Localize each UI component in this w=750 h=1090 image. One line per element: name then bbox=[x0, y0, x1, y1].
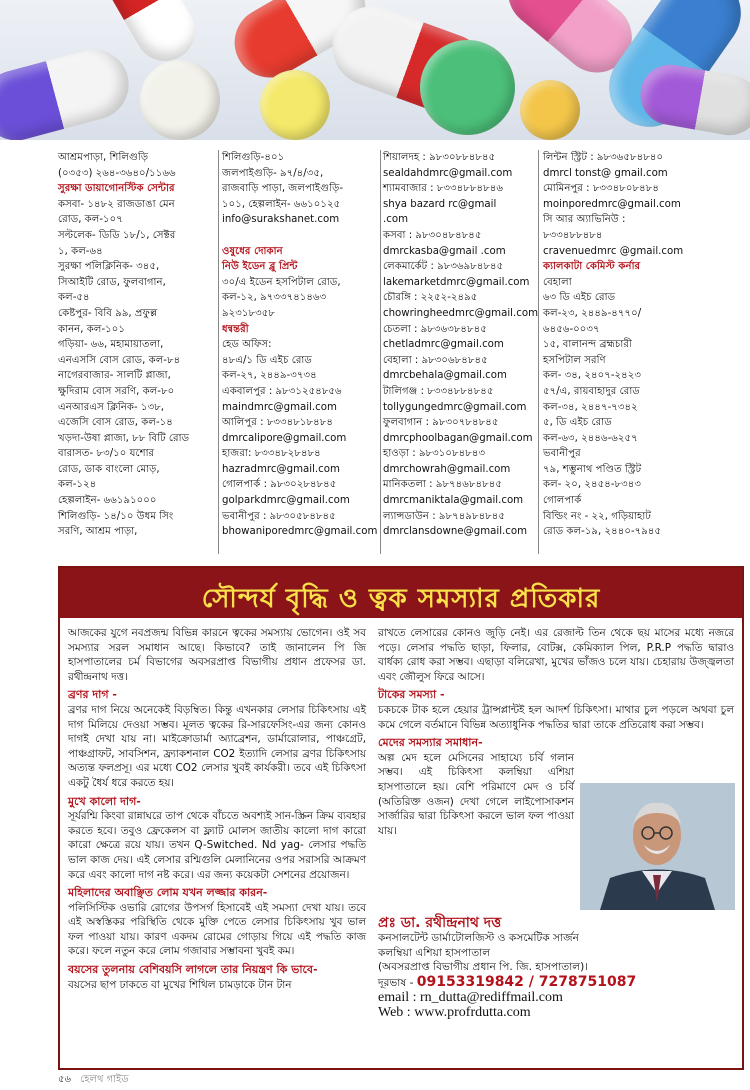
directory-line: রোড, কল-১০৭ bbox=[58, 214, 123, 226]
article-box bbox=[58, 566, 744, 1070]
directory-line: শিলিগুড়ি- ১৪/১০ উধম সিং bbox=[58, 510, 174, 522]
directory-line: dmrcbehala@gmail.com bbox=[383, 370, 507, 382]
magazine-name: হেলথ গাইড bbox=[80, 1074, 129, 1085]
directory-line: মোমিনপুর : ৮৩৩৪৮০৮৪৮৪ bbox=[543, 183, 659, 195]
directory-line: ৬৪৫৬-০০৩৭ bbox=[543, 323, 600, 335]
section-body: রাখতে লেসারের কোনও জুড়ি নেই। এর রেজাল্ট তিন থেকে ছয় মাসের মধ্যে নজরে পড়ে। লেসার পদ্ধতি ছাড়া, ফিলার, বোটক্স, কেমিক্যাল পিল, P.R.P পদ্ধতি দ্বারাও বার্ধক্য রোধ করা সম্ভব। এছাড়া বলিরেখা, মুখের ভাঁজও চলে যায়। চেহারায় উজ্জ্বলতা এবং জৌলুস ফিরে আসে। bbox=[378, 627, 734, 683]
directory-line: dmrcl tonst@ gmail.com bbox=[543, 167, 668, 179]
directory-line: ৬৩ ডি এইচ রোড bbox=[543, 292, 616, 304]
directory-line: সি আর অ্যাভিনিউ : bbox=[543, 214, 626, 226]
directory-line: ১, কল-৬৪ bbox=[58, 245, 103, 257]
section-title: বয়সের তুলনায় বেশিবয়সি লাগলে তার নিয়ন্ত্রণ কি ভাবে- bbox=[68, 963, 318, 977]
directory-heading: ক্যালকাটা কেমিস্ট কর্নার bbox=[543, 261, 641, 273]
directory-line: ফুলবাগান : ৯৮৩০৭৮৪৮৪৫ bbox=[383, 417, 499, 429]
section-title: মেদের সমস্যার সমাধান- bbox=[378, 736, 483, 750]
directory-line: আলিপুর : ৮৩৩৪৮১৮৪৮৪ bbox=[222, 417, 333, 429]
directory-line: সিআইটি রোড, ফুলবাগান, bbox=[58, 276, 166, 288]
directory-line: dmrclansdowne@gmail.com bbox=[383, 526, 528, 538]
directory-line: হেড অফিস: bbox=[222, 339, 272, 351]
directory-line: ৯২৩১৮৩৫৮ bbox=[222, 307, 275, 319]
directory-line: ৫৭/এ, রায়বাহাদুর রোড bbox=[543, 385, 640, 397]
article-headline-bar bbox=[60, 568, 742, 618]
directory-line: ৪৮এ/১ ডি এইচ রোড bbox=[222, 354, 312, 366]
directory-line: কেষ্টপুর- বিবি ৯৯, প্রফুল্ল bbox=[58, 307, 158, 319]
directory-line: হাওড়া : ৯৮৩১০৮৪৮৪৩ bbox=[383, 448, 486, 460]
directory-line: ৮৩৩৪৮৮৪৮৪ bbox=[543, 229, 603, 241]
directory-line: লেকমার্কেট : ৯৮৩৬৯৮৪৮৪৫ bbox=[383, 261, 504, 273]
directory-line: moinporedmrc@gmail.com bbox=[543, 198, 681, 210]
directory-line: চেতলা : ৯৮৩৬৩৮৪৮৪৫ bbox=[383, 323, 487, 335]
directory-line: কল- ২০, ২৪৫৪-৮৩৪৩ bbox=[543, 479, 641, 491]
directory-line: ৩০/এ ইডেন হসপিটাল রোড, bbox=[222, 276, 341, 288]
phone-label: দূরভাষ - bbox=[378, 977, 414, 990]
directory-line: হসপিটাল সরণি bbox=[543, 354, 606, 366]
section-body: বয়সের ছাপ ঢাকতে বা মুখের শিথিল চামড়াকে টান টান bbox=[68, 978, 292, 991]
directory-line: কল- ৩৪, ২৪০৭-২৪২৩ bbox=[543, 370, 641, 382]
directory-line: বেহালা : ৯৮৩০৬৮৪৮৪৫ bbox=[383, 354, 488, 366]
directory-line: কল-৬৩, ২৪৪৬-৬২৫৭ bbox=[543, 432, 638, 444]
directory-line: কল-৩৪, ২৪৪৭-৭৩৪২ bbox=[543, 401, 638, 413]
column-divider bbox=[218, 150, 219, 554]
directory-line: এনএসসি বোস রোড, কল-৮৪ bbox=[58, 354, 181, 366]
page-number: ৫৬ bbox=[58, 1074, 71, 1085]
directory-line: info@surakshanet.com bbox=[222, 214, 340, 226]
directory-line: শিয়ালদহ : ৯৮৩০৮৮৪৮৪৫ bbox=[383, 152, 496, 163]
directory-line: golparkdmrc@gmail.com bbox=[222, 495, 350, 507]
directory-line: কল-১২, ৯৭৩৩৭৪১৪৬৩ bbox=[222, 292, 327, 304]
directory-line: বারাসত- ৮৩/১০ যশোর bbox=[58, 448, 155, 460]
directory-line: হাজরা: ৮৩৩৪৮২৮৪৮৪ bbox=[222, 448, 321, 460]
directory-line: রাজবাড়ি পাড়া, জলপাইগুড়ি- bbox=[222, 183, 344, 195]
directory-line: chowringheedmrc@gmail.com bbox=[383, 307, 538, 319]
directory-heading: নিউ ইডেন ব্লু প্রিন্ট bbox=[222, 261, 298, 273]
intro-text: আজকের যুগে নবপ্রজন্ম বিভিন্ন কারনে ত্বকের সমস্যায় ভোগেন। ওই সব সমস্যার সরল সমাধান আছে। কিভাবে? তাই জানালেন পি জি হাসপাতালের চর্ম বিভাগের অবসরপ্রাপ্ত বিভাগীয় প্রধান প্রফেসর ডা. রথীন্দ্রনাথ দত্ত। bbox=[68, 627, 366, 683]
directory-line: dmrckasba@gmail .com bbox=[383, 245, 506, 257]
directory-line: cravenuedmrc @gmail.com bbox=[543, 245, 684, 257]
page-footer bbox=[58, 1072, 129, 1089]
directory-line: ৫, ডি এইচ রোড bbox=[543, 417, 612, 429]
directory-line: কসবা : ৯৮৩০৪৮৪৮৪৫ bbox=[383, 229, 482, 241]
section-title: মুখে কালো দাগ- bbox=[68, 794, 141, 808]
directory-line: একবালপুর : ৯৮৩১২৫৪৮৫৬ bbox=[222, 385, 342, 397]
directory-section bbox=[58, 150, 742, 560]
directory-line: hazradmrc@gmail.com bbox=[222, 463, 340, 475]
directory-line: ৭৯, শম্ভুনাথ পণ্ডিত স্ট্রিট bbox=[543, 463, 642, 475]
column-divider bbox=[380, 150, 381, 554]
email-line[interactable]: email : rn_dutta@rediffmail.com bbox=[378, 989, 563, 1005]
directory-line: শিলিগুড়ি-৪০১ bbox=[222, 152, 285, 163]
directory-line: এনআরএস ক্লিনিক- ১৩৮, bbox=[58, 401, 165, 413]
section-title: মহিলাদের অবাঞ্ছিত লোম যখন লজ্জার কারন- bbox=[68, 886, 268, 900]
directory-line: এজেসি বোস রোড, কল-১৪ bbox=[58, 417, 173, 429]
doctor-contact-block bbox=[378, 916, 734, 1021]
directory-line: ১৫, বালানন্দ ব্রহ্মচারী bbox=[543, 339, 632, 351]
web-line[interactable]: Web : www.profrdutta.com bbox=[378, 1004, 531, 1020]
article-column-left bbox=[68, 626, 366, 992]
directory-line: bhowaniporedmrc@gmail.com bbox=[222, 526, 378, 538]
directory-line: কানন, কল-১০১ bbox=[58, 323, 125, 335]
directory-line: হেল্পলাইন- ৬৬১৯১০০০ bbox=[58, 495, 157, 507]
directory-line bbox=[222, 228, 382, 244]
directory-line: শ্যামবাজার : ৮৩৩৪৮৮৪৮৪৬ bbox=[383, 183, 503, 195]
directory-line: maindmrc@gmail.com bbox=[222, 401, 337, 413]
phone-number[interactable]: 09153319842 / 7278751087 bbox=[416, 974, 637, 991]
directory-line: lakemarketdmrc@gmail.com bbox=[383, 276, 530, 288]
directory-line: লিন্টন স্ট্রিট : ৯৮৩৬৫৮৪৮৪০ bbox=[543, 152, 664, 163]
section-title: ব্রণর দাগ - bbox=[68, 688, 117, 702]
directory-line: .com bbox=[383, 214, 408, 226]
directory-line: কল-৫৪ bbox=[58, 292, 90, 304]
directory-line: কল-২৩, ২৪৪৯-৪৭৭০/ bbox=[543, 307, 642, 319]
directory-line: shya bazard rc@gmail bbox=[383, 198, 497, 210]
directory-line: কসবা- ১৪৮২ রাজডাঙা মেন bbox=[58, 198, 175, 210]
directory-heading: সুরক্ষা ডায়াগোনস্টিক সেন্টার bbox=[58, 183, 175, 195]
directory-line: রোড কল-১৯, ২৪৪০-৭৯৪৫ bbox=[543, 526, 662, 538]
doctor-photo bbox=[580, 783, 735, 910]
directory-line: সুরক্ষা পলিক্লিনিক- ৩৪৫, bbox=[58, 261, 160, 273]
directory-heading: ওষুধের দোকান bbox=[222, 245, 283, 257]
article-headline: সৌন্দর্য বৃদ্ধি ও ত্বক সমস্যার প্রতিকার bbox=[201, 584, 601, 614]
phone-line bbox=[378, 975, 734, 991]
doctor-name: প্রঃ ডা. রথীন্দ্রনাথ দত্ত bbox=[378, 915, 502, 931]
directory-column-3 bbox=[383, 150, 543, 540]
directory-line: গোলপার্ক : ৯৮৩০২৮৪৮৪৫ bbox=[222, 479, 337, 491]
directory-line: ভবানীপুর bbox=[543, 448, 581, 460]
doctor-hospital: কলম্বিয়া এশিয়া হাসপাতাল bbox=[378, 946, 491, 959]
directory-line: কল-১২৪ bbox=[58, 479, 97, 491]
section-body: চকচকে টাক হলে হেয়ার ট্রান্সপ্লান্টই হল আদর্শ চিকিৎসা। মাথার চুল পড়লে অথবা চুল কমে গেলে বর্তমানে বিভিন্ন অত্যাধুনিক পদ্ধতির দ্বারা তাকে প্রতিরোধ করা সম্ভব। bbox=[378, 703, 734, 731]
directory-line: সরণি, আশ্রম পাড়া, bbox=[58, 526, 138, 538]
directory-line: বেহালা bbox=[543, 276, 572, 288]
directory-line: নাগেরবাজার- সালটি প্লাজা, bbox=[58, 370, 171, 382]
directory-line: (০৩৫৩) ২৬৪-৩৬৪০/১১৬৬ bbox=[58, 167, 176, 179]
directory-line: tollygungedmrc@gmail.com bbox=[383, 401, 527, 413]
directory-line: টালিগঞ্জ : ৮৩৩৪৮৮৪৮৪৫ bbox=[383, 385, 494, 397]
directory-line: chetladmrc@gmail.com bbox=[383, 339, 504, 351]
directory-line: সল্টলেক- ডিডি ১৮/১, সেক্টর bbox=[58, 229, 176, 241]
section-title: টাকের সমস্যা - bbox=[378, 688, 445, 702]
directory-line: dmrchowrah@gmail.com bbox=[383, 463, 511, 475]
directory-line: ১০১, হেল্পলাইন- ৬৬১০১২৫ bbox=[222, 198, 341, 210]
directory-line: ক্ষুদিরাম বোস সরণি, কল-৮০ bbox=[58, 385, 175, 397]
doctor-retired-note: (অবসরপ্রাপ্ত বিভাগীয় প্রধান পি. জি. হাসপাতাল)। bbox=[378, 961, 589, 974]
directory-line: বিল্ডিং নং - ২২, গড়িয়াহাট bbox=[543, 510, 651, 522]
banner-pills-image bbox=[0, 0, 750, 140]
section-body: অল্প মেদ হলে মেসিনের সাহায্যে চর্বি গলান সম্ভব। এই চিকিৎসা কলম্বিয়া এশিয়া হাসপাতালে হয়। বেশি পরিমাণে মেদ ও চর্বি (অতিরিক্ত ওজন) দেখা গেলে লাইপোসাকশন সার্জারির দ্বারা চিকিৎসা করলে ভাল ফল পাওয়া যায়। bbox=[378, 751, 574, 837]
directory-line: গোলপার্ক bbox=[543, 495, 582, 507]
directory-column-4 bbox=[543, 150, 743, 540]
section-body: ব্রণর দাগ নিয়ে অনেকেই বিড়ম্বিত। কিন্তু এখনকার লেসার চিকিৎসায় এই দাগ মিলিয়ে দেওয়া সম্ভব। মূলত ত্বকের রি-সারফেসিং-এর জন্য কোনও দাগই দেখা যায় না। মাইক্রোডার্মা অ্যাব্রেশন, ডার্মারোলার, পাঞ্চগ্রেট, পাঞ্চগ্রাফট, সাবসিশন, ফ্র্যাকশনাল CO2 ইত্যাদি লেসার ব্রণর চিকিৎসায় অত্যন্ত ফলপ্রসূ। এর মধ্যে CO2 লেসার খুবই কার্যকরী। তবে এই চিকিৎসা একটু ধৈর্য ধরে করতে হয়। bbox=[68, 703, 366, 789]
directory-line: খড়দা-উষা প্লাজা, ৮৮ বিটি রোড bbox=[58, 432, 190, 444]
directory-line: ভবানীপুর : ৯৮৩০৫৮৪৮৪৫ bbox=[222, 510, 336, 522]
directory-line: dmrcalipore@gmail.com bbox=[222, 432, 347, 444]
directory-line: sealdahdmrc@gmail.com bbox=[383, 167, 513, 179]
directory-line: গড়িয়া- ৬৬, মহামায়াতলা, bbox=[58, 339, 164, 351]
directory-line: ল্যান্সডাউন : ৯৮৭৪৯৮৪৮৪৫ bbox=[383, 510, 506, 522]
directory-line: রোড, ডাক বাংলো মোড়, bbox=[58, 463, 160, 475]
directory-line: dmrcmaniktala@gmail.com bbox=[383, 495, 524, 507]
directory-column-1 bbox=[58, 150, 218, 540]
directory-heading: ধন্বন্তরী bbox=[222, 323, 249, 335]
doctor-designation: কনসালটেন্ট ডার্মাটোলজিস্ট ও কসমেটিক সার্জন bbox=[378, 931, 579, 944]
section-body: সূর্যরশ্মি কিংবা রান্নাঘরে তাপ থেকে বাঁচতে অবশ্যই সান-স্ক্রিন ক্রিম ব্যবহার করতে হবে। তবুও ফ্রেকেলস বা ফ্ল্যাট মোলস জাতীয় কালো দাগ কারো কারো ক্ষেত্রে রয়ে যায়। তখন Q-Switched. Nd yag- লেসার পদ্ধতি ভাল কাজ দেয়। এই লেসার রশ্মিগুলি মেলানিনের ওপর সরাসরি আক্রমণ করে এবং কালো দাগ নষ্ট করে। এর জন্য কয়েকটা সেশনের প্রয়োজন। bbox=[68, 810, 366, 881]
directory-column-2 bbox=[222, 150, 382, 540]
section-body: পলিসিস্টিক ওভারি রোগের উপসর্গ হিসাবেই এই সমস্যা দেখা যায়। তবে এই অস্বস্তিকর পরিস্থিতি থেকে মুক্তি পেতে লেসার চিকিৎসায় খুব ভাল ফল পাওয়া যায়। কারণ একদম রোমের গোড়ায় গিয়ে এই পদ্ধতি কাজ করে। ফলে নতুন করে লোম গজাবার সম্ভাবনা খুবই কম। bbox=[68, 901, 366, 958]
directory-line: আশ্রমপাড়া, শিলিগুড়ি bbox=[58, 152, 149, 163]
directory-line: মানিকতলা : ৯৮৭৪৬৮৪৮৪৫ bbox=[383, 479, 502, 491]
directory-line: কল-২৭, ২৪৪৯-৩৭৩৪ bbox=[222, 370, 317, 382]
column-divider bbox=[538, 150, 539, 554]
directory-line: জলপাইগুড়ি- ৯৭/৪/৩৫, bbox=[222, 167, 324, 179]
directory-line: dmrcphoolbagan@gmail.com bbox=[383, 432, 533, 444]
directory-line: চৌরঙ্গি : ২২৫২-২৪৯৫ bbox=[383, 292, 478, 304]
